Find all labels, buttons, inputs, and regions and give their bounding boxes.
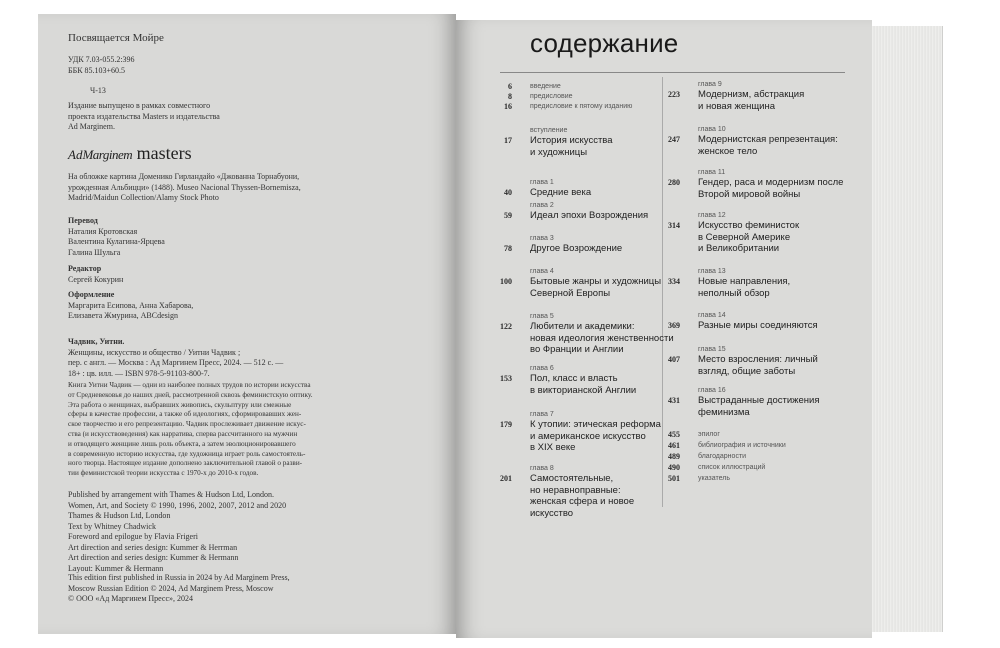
dedication: Посвящается Мойре <box>68 32 164 44</box>
ad-marginem-masters-logo: AdMarginem masters <box>68 143 192 163</box>
toc-page-number: 40 <box>504 188 512 197</box>
toc-chapter-label: глава 14 <box>698 312 726 319</box>
toc-chapter-title: Пол, класс и власть в викторианской Англии <box>530 373 637 396</box>
toc-chapter-label: глава 12 <box>698 212 726 219</box>
toc-chapter-title: Модернистская репрезентация: женское тело <box>698 134 838 157</box>
toc-page-number: 334 <box>668 277 680 286</box>
title-rule <box>500 72 845 73</box>
toc-page-number: 489 <box>668 452 680 461</box>
toc-chapter-label: глава 4 <box>530 268 554 275</box>
bbk: ББК 85.103+60.5 <box>68 66 126 75</box>
toc-page-number: 16 <box>504 102 512 111</box>
toc-chapter-label: глава 7 <box>530 411 554 418</box>
toc-chapter-title: Модернизм, абстракция и новая женщина <box>698 89 805 112</box>
toc-chapter-title: К утопии: этическая реформа и американское искусство в XIX веке <box>530 419 661 453</box>
cover-credit: На обложке картина Доменико Гирландайо «Джованна Торнабуони, урожденная Альбицци» (1488). Museo Nacional Thyssen-Bornemisza, Madrid/Maidun Collection/Alamy Stock Photo <box>68 172 301 202</box>
toc-chapter-title: Любители и академики: новая идеология женственности во Франции и Англии <box>530 321 674 355</box>
toc-chapter-label: предисловие к пятому изданию <box>530 103 633 110</box>
toc-chapter-label: глава 2 <box>530 202 554 209</box>
toc-chapter-label: введение <box>530 83 561 90</box>
toc-chapter-title: Средние века <box>530 187 592 198</box>
udk: УДК 7.03-055.2:396 <box>68 55 135 64</box>
toc-page-number: 490 <box>668 463 680 472</box>
toc-page-number: 78 <box>504 244 512 253</box>
toc-chapter-label: глава 16 <box>698 387 726 394</box>
bibliographic-record: Чадвик, Уитни. Женщины, искусство и общество / Уитни Чадвик ; пер. с англ. — Москва : Ад Маргинем Пресс, 2024. — 512 с. — 18+ : цв. илл. — ISBN 978-5-91103-800-7. <box>68 337 284 378</box>
toc-page-number: 100 <box>500 277 512 286</box>
toc-chapter-title: Выстраданные достижения феминизма <box>698 395 820 418</box>
toc-chapter-label: благодарности <box>698 453 747 460</box>
toc-page-number: 247 <box>668 135 680 144</box>
toc-chapter-title: Разные миры соединяются <box>698 320 818 331</box>
toc-page-number: 223 <box>668 90 680 99</box>
toc-chapter-title: Гендер, раса и модернизм после Второй мировой войны <box>698 177 844 200</box>
edition-credits: This edition first published in Russia in 2024 by Ad Marginem Press, Moscow Russian Edition © 2024, Ad Marginem Press, Moscow © ООО «Ад Маргинем Пресс», 2024 <box>68 573 290 603</box>
toc-page-number: 407 <box>668 355 680 364</box>
toc-page-number: 369 <box>668 321 680 330</box>
toc-chapter-label: глава 3 <box>530 235 554 242</box>
design-credits: Оформление Маргарита Есипова, Анна Хабарова, Елизавета Жмурина, ABCdesign <box>68 290 194 320</box>
toc-page-number: 431 <box>668 396 680 405</box>
english-credits: Published by arrangement with Thames & Hudson Ltd, London. Women, Art, and Society © 1990, 1996, 2002, 2007, 2012 and 2020 Thames & Hudson Ltd, London Text by Whitney Chadwick Foreword and epilogue by Flavia Frigeri Art direction and series design: Kummer & Herrman Art direction and series design: Kummer & Hermann Layout: Kummer & Hermann <box>68 490 287 573</box>
translation-credits: Перевод Наталия Кротовская Валентина Кулагина-Ярцева Галина Шульга <box>68 216 165 257</box>
toc-chapter-title: Искусство феминисток в Северной Америке и Великобритании <box>698 220 800 254</box>
toc-chapter-label: глава 8 <box>530 465 554 472</box>
toc-chapter-title: Новые направления, неполный обзор <box>698 276 791 299</box>
toc-page-number: 314 <box>668 221 680 230</box>
toc-chapter-title: Место взросления: личный взгляд, общие заботы <box>698 354 818 377</box>
toc-page-number: 122 <box>500 322 512 331</box>
contents-title: содержание <box>530 28 679 58</box>
toc-page-number: 461 <box>668 441 680 450</box>
toc-chapter-title: Другое Возрождение <box>530 243 623 254</box>
toc-chapter-label: эпилог <box>698 431 720 438</box>
toc-page-number: 17 <box>504 136 512 145</box>
project-note: Издание выпущено в рамках совместного проекта издательства Masters и издательства Ad Marginem. <box>68 101 220 131</box>
toc-chapter-label: глава 10 <box>698 126 726 133</box>
toc-chapter-title: История искусства и художницы <box>530 135 613 158</box>
toc-chapter-label: глава 13 <box>698 268 726 275</box>
toc-chapter-label: глава 1 <box>530 179 554 186</box>
toc-page-number: 280 <box>668 178 680 187</box>
toc-chapter-label: глава 6 <box>530 365 554 372</box>
toc-page-number: 153 <box>500 374 512 383</box>
page-edges <box>872 26 943 632</box>
toc-chapter-label: глава 5 <box>530 313 554 320</box>
toc-chapter-label: глава 9 <box>698 81 722 88</box>
toc-page-number: 179 <box>500 420 512 429</box>
toc-chapter-title: Бытовые жанры и художницы Северной Европы <box>530 276 662 299</box>
toc-page-number: 6 <box>508 82 512 91</box>
toc-page-number: 59 <box>504 211 512 220</box>
toc-page-number: 8 <box>508 92 512 101</box>
toc-chapter-label: список иллюстраций <box>698 464 766 471</box>
toc-chapter-label: предисловие <box>530 93 573 100</box>
toc-chapter-title: Идеал эпохи Возрождения <box>530 210 649 221</box>
toc-chapter-label: глава 11 <box>698 169 726 176</box>
toc-page-number: 501 <box>668 474 680 483</box>
toc-chapter-label: глава 15 <box>698 346 726 353</box>
toc-chapter-label: указатель <box>698 475 730 482</box>
toc-page-number: 201 <box>500 474 512 483</box>
toc-page-number: 455 <box>668 430 680 439</box>
age-code: Ч-13 <box>90 86 106 95</box>
editor-credit: Редактор Сергей Кокурин <box>68 264 124 284</box>
book-abstract: Книга Уитни Чадвик — одни из наиболее полных трудов по истории искусства от Средневековья до наших дней, рассмотренной сквозь феминистскую оптику. Эта работа о женщинах, выбравших живопись, скульптуру или смежные сферы в качестве профессии, а также об идеологиях, сформировавших жен- ское творчество и его репрезентацию. Чадвик прослеживает движение искус- ства (и искусствоведения) как нарратива, сперва рассчитанного на мужчин и отводящего женщине лишь роль объекта, а затем эволюционировавшего в современную историю искусства, где художница играет роль самостоятель- ного творца. Настоящее издание дополнено заключительной главой о разви- тии феминистской теории искусства с 1970-х до 2010-х годов. <box>68 381 313 478</box>
toc-chapter-label: вступление <box>530 127 568 134</box>
toc-chapter-label: библиография и источники <box>698 442 786 449</box>
toc-chapter-title: Самостоятельные, но неравноправные: женская сфера и новое искусство <box>530 473 635 519</box>
